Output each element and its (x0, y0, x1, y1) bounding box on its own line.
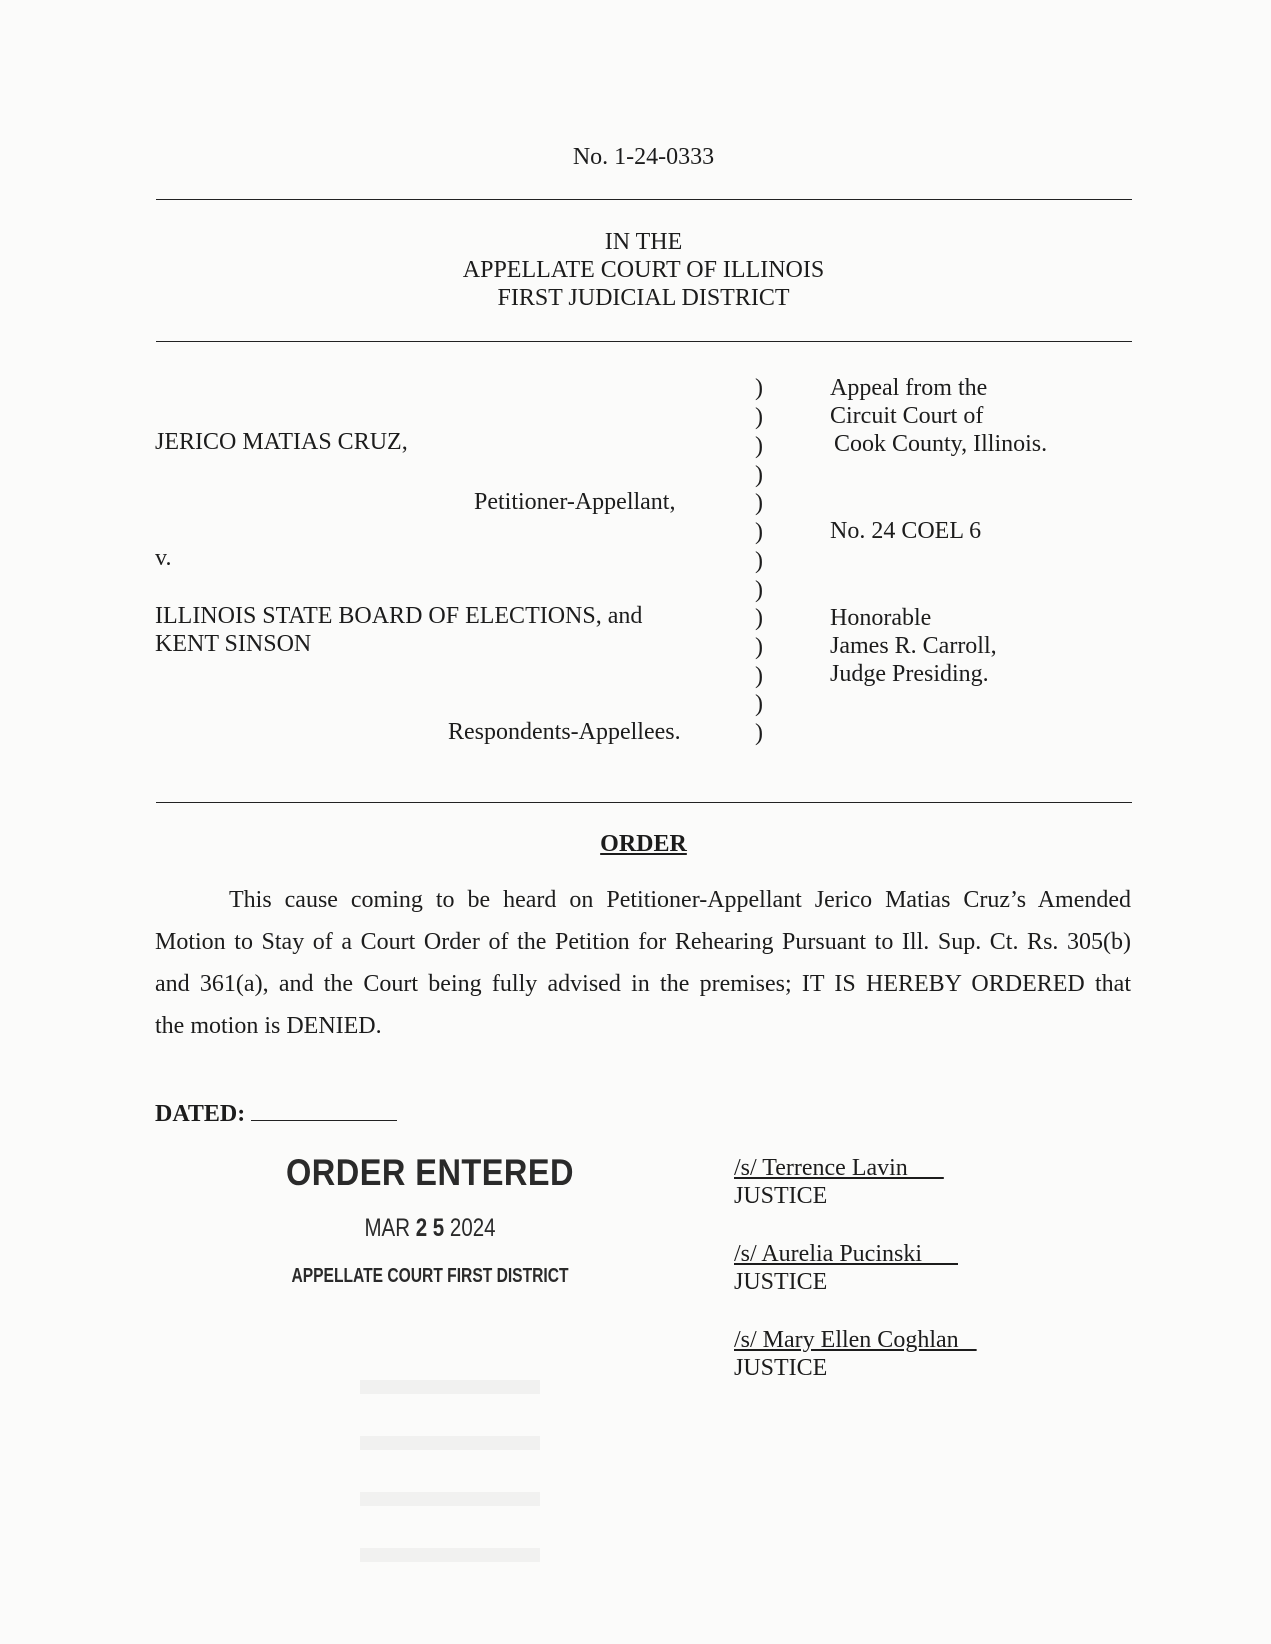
order-entered-stamp (250, 1152, 610, 1288)
signature-name: /s/ Mary Ellen Coghlan (734, 1327, 977, 1353)
stamp-date-year: 2024 (449, 1214, 496, 1242)
paren: ) (755, 375, 763, 401)
signature-name: /s/ Aurelia Pucinski (734, 1241, 958, 1267)
signature-block-2 (734, 1240, 958, 1296)
dated-blank-line (251, 1120, 397, 1121)
stamp-date (282, 1214, 577, 1243)
paren: ) (755, 462, 763, 488)
respondent-role: Respondents-Appellees. (448, 719, 681, 745)
court-line-1: IN THE (604, 229, 683, 255)
paren: ) (755, 663, 763, 689)
signature-title: JUSTICE (734, 1183, 828, 1209)
presiding-judge (830, 604, 997, 688)
appeal-from (830, 374, 1047, 458)
order-body-line-2: Motion to Stay of a Court Order of the Petition for Rehearing Pursuant to Ill. Sup. Ct. Rs. 305(b) (155, 929, 1131, 955)
paren: ) (755, 691, 763, 717)
appeal-from-line-3: Cook County, Illinois. (834, 431, 1048, 457)
stamp-date-month: MAR (364, 1214, 411, 1242)
paren: ) (755, 519, 763, 545)
petitioner-name: JERICO MATIAS CRUZ, (155, 429, 408, 455)
versus: v. (155, 545, 172, 571)
judge-line-2: James R. Carroll, (830, 633, 997, 659)
dated-label (155, 1100, 397, 1128)
stamp-title: ORDER ENTERED (286, 1152, 574, 1193)
order-body-line-3: and 361(a), and the Court being fully advised in the premises; IT IS HEREBY ORDERED that (155, 971, 1131, 997)
order-body-line-1: This cause coming to be heard on Petitioner-Appellant Jerico Matias Cruz’s Amended (229, 887, 1131, 913)
court-line-3: FIRST JUDICIAL DISTRICT (497, 285, 790, 311)
order-body (155, 879, 1131, 1047)
appeal-from-line-1: Appeal from the (830, 375, 988, 401)
paren: ) (755, 720, 763, 746)
paren: ) (755, 404, 763, 430)
signature-title: JUSTICE (734, 1269, 828, 1295)
paren: ) (755, 548, 763, 574)
signature-block-3 (734, 1326, 977, 1382)
respondent-line-2: KENT SINSON (155, 631, 312, 657)
order-heading: ORDER (600, 831, 687, 857)
bleed-through-mark (360, 1380, 540, 1590)
caption-rule (156, 802, 1132, 803)
paren: ) (755, 490, 763, 516)
paren: ) (755, 577, 763, 603)
order-body-line-4: the motion is DENIED. (155, 1013, 382, 1039)
paren: ) (755, 433, 763, 459)
top-rule (156, 199, 1132, 200)
dated-text: DATED: (155, 1101, 246, 1127)
judge-line-1: Honorable (830, 605, 932, 631)
signature-block-1 (734, 1154, 944, 1210)
signature-name: /s/ Terrence Lavin (734, 1155, 944, 1181)
paren: ) (755, 634, 763, 660)
case-number: No. 1-24-0333 (572, 144, 715, 170)
court-line-2: APPELLATE COURT OF ILLINOIS (462, 257, 825, 283)
stamp-court: APPELLATE COURT FIRST DISTRICT (291, 1265, 569, 1287)
judge-line-3: Judge Presiding. (830, 661, 989, 687)
lower-case-number: No. 24 COEL 6 (830, 518, 982, 544)
stamp-date-day: 2 5 (415, 1214, 445, 1242)
court-heading (0, 228, 1271, 312)
heading-rule (156, 341, 1132, 342)
respondent-line-1: ILLINOIS STATE BOARD OF ELECTIONS, and (155, 603, 643, 629)
appeal-from-line-2: Circuit Court of (830, 403, 984, 429)
paren: ) (755, 605, 763, 631)
signature-title: JUSTICE (734, 1355, 828, 1381)
petitioner-role: Petitioner-Appellant, (474, 489, 676, 515)
